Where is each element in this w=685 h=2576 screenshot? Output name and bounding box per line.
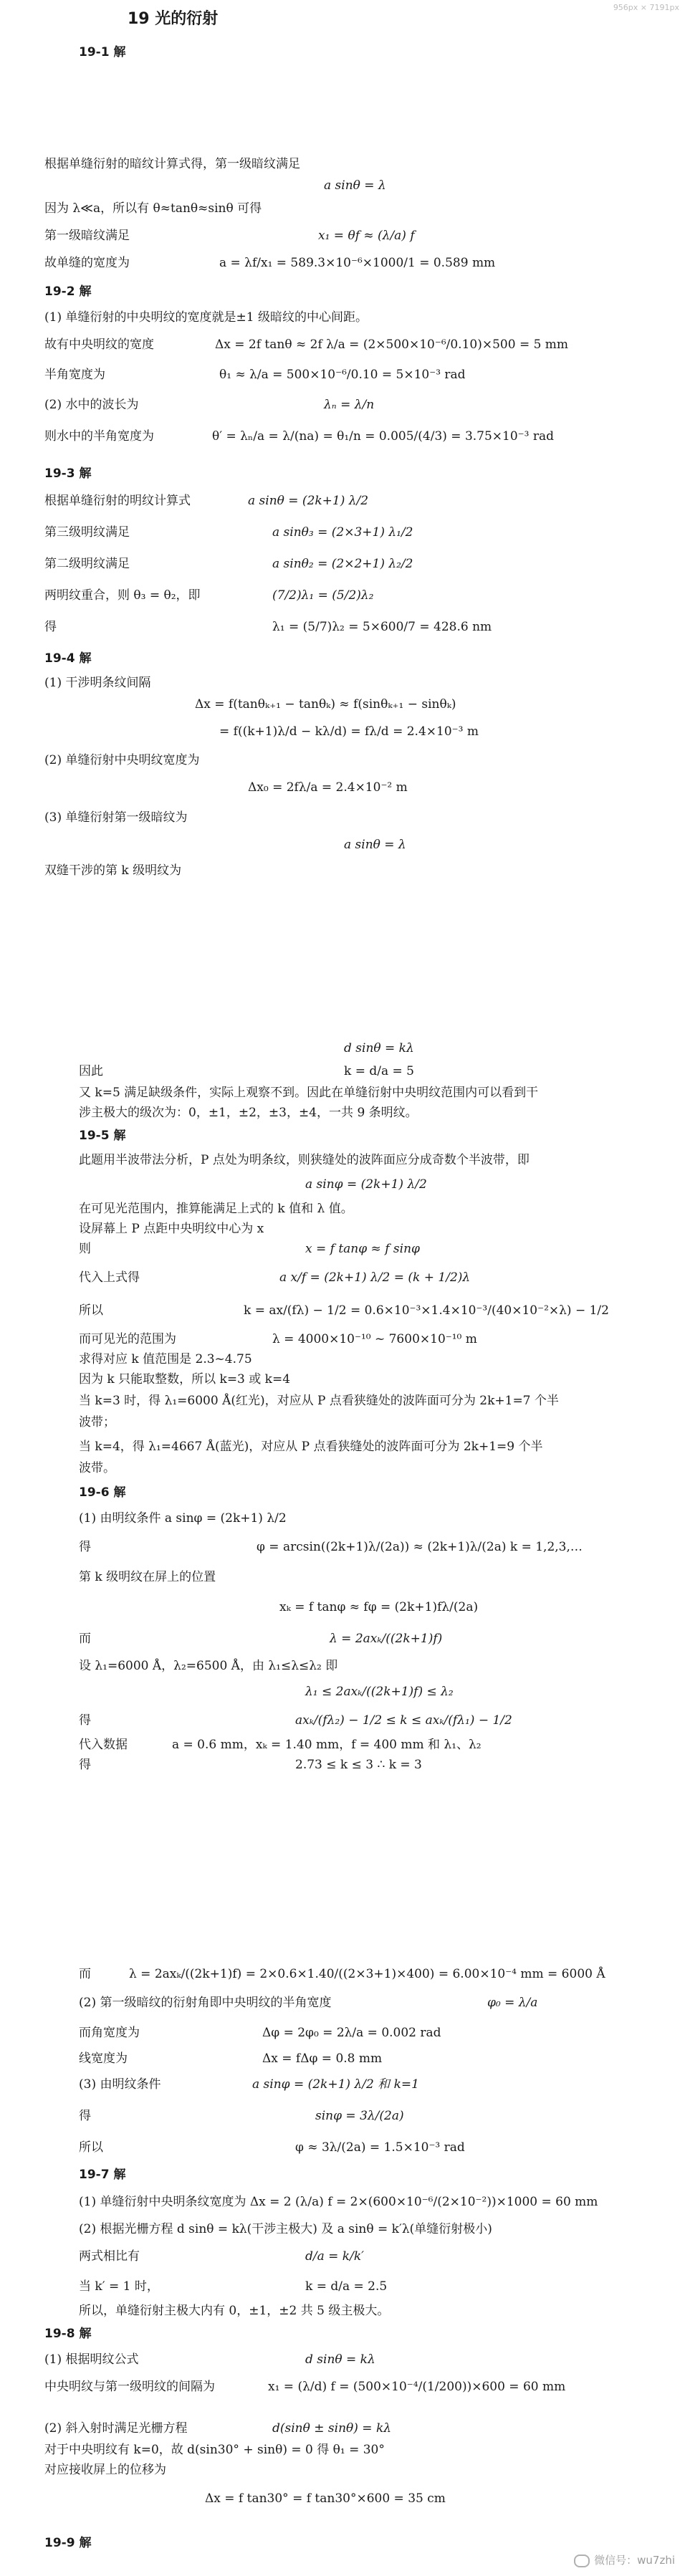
text-line: (2) 单缝衍射中央明纹宽度为 — [44, 753, 200, 767]
text-line: a = λf/x₁ = 589.3×10⁻⁶×1000/1 = 0.589 mm — [219, 256, 496, 270]
text-line: (3) 单缝衍射第一级暗纹为 — [44, 810, 188, 825]
section-heading: 19-2 解 — [44, 284, 92, 299]
text-line: 中央明纹与第一级明纹的间隔为 — [44, 2380, 215, 2394]
text-line: 波带； — [79, 1415, 115, 1430]
text-line: a sinθ = λ — [324, 178, 386, 193]
text-line: 则水中的半角宽度为 — [44, 429, 154, 444]
text-line: x = f tanφ ≈ f sinφ — [305, 1242, 420, 1256]
text-line: 涉主极大的级次为：0，±1，±2，±3，±4，一共 9 条明纹。 — [79, 1106, 418, 1120]
section-heading: 19-4 解 — [44, 651, 92, 666]
section-heading: 19-9 解 — [44, 2536, 92, 2550]
text-line: x₁ = (λ/d) f = (500×10⁻⁴/(1/200))×600 = 60 mm — [268, 2380, 566, 2394]
text-line: 故有中央明纹的宽度 — [44, 337, 154, 352]
text-line: = f((k+1)λ/d − kλ/d) = fλ/d = 2.4×10⁻³ m — [219, 724, 479, 739]
text-line: 半角宽度为 — [44, 368, 105, 382]
text-line: 得 — [79, 1758, 91, 1772]
text-line: φ₀ = λ/a — [487, 1996, 538, 2010]
text-line: xₖ = f tanφ ≈ fφ = (2k+1)fλ/(2a) — [279, 1600, 479, 1614]
text-line: a sinθ = (2k+1) λ/2 — [248, 494, 369, 508]
text-line: 所以 — [79, 2140, 103, 2155]
text-line: d sinθ = kλ — [305, 2352, 375, 2367]
text-line: 又 k=5 满足缺级条件，实际上观察不到。因此在单缝衍射中央明纹范围内可以看到干 — [79, 1086, 539, 1100]
text-line: a sinφ = (2k+1) λ/2 — [305, 1177, 427, 1192]
section-heading: 19-6 解 — [79, 1485, 126, 1500]
text-line: 代入数据 — [79, 1738, 128, 1752]
text-line: a = 0.6 mm，xₖ = 1.40 mm，f = 400 mm 和 λ₁、λ₂ — [172, 1738, 482, 1752]
text-line: 得 — [79, 1540, 91, 1554]
text-line: axₖ/(fλ₂) − 1/2 ≤ k ≤ axₖ/(fλ₁) − 1/2 — [295, 1713, 512, 1728]
text-line: 而可见光的范围为 — [79, 1332, 176, 1346]
text-line: a sinθ = λ — [344, 838, 406, 852]
text-line: 两式相比有 — [79, 2249, 140, 2264]
text-line: 第二级明纹满足 — [44, 557, 130, 571]
text-line: 因为 k 只能取整数，所以 k=3 或 k=4 — [79, 1372, 291, 1387]
text-line: Δx₀ = 2fλ/a = 2.4×10⁻² m — [248, 780, 408, 795]
text-line: 因此 — [79, 1064, 103, 1078]
text-line: 则 — [79, 1242, 91, 1256]
text-line: Δφ = 2φ₀ = 2λ/a = 0.002 rad — [262, 2026, 441, 2040]
text-line: d(sinθ ± sinθ) = kλ — [272, 2421, 392, 2436]
text-line: 所以，单缝衍射主极大内有 0，±1，±2 共 5 级主极大。 — [79, 2304, 390, 2318]
text-line: Δx = fΔφ = 0.8 mm — [262, 2051, 383, 2066]
text-line: λ = 2axₖ/((2k+1)f) = 2×0.6×1.40/((2×3+1)×400) = 6.00×10⁻⁴ mm = 6000 Å — [129, 1967, 605, 1981]
text-line: 在可见光范围内，推算能满足上式的 k 值和 λ 值。 — [79, 1202, 353, 1216]
text-line: (1) 由明纹条件 a sinφ = (2k+1) λ/2 — [79, 1511, 287, 1526]
text-line: 第三级明纹满足 — [44, 525, 130, 540]
text-line: 当 k=4，得 λ₁=4667 Å(蓝光)，对应从 P 点看狭缝处的波阵面可分为 2k+1=9 个半 — [79, 1440, 543, 1454]
text-line: 而 — [79, 1632, 91, 1646]
text-line: φ = arcsin((2k+1)λ/(2a)) ≈ (2k+1)λ/(2a) k = 1,2,3,… — [257, 1540, 583, 1554]
text-line: a sinθ₃ = (2×3+1) λ₁/2 — [272, 525, 413, 540]
text-line: 2.73 ≤ k ≤ 3 ∴ k = 3 — [295, 1758, 422, 1772]
text-line: φ ≈ 3λ/(2a) = 1.5×10⁻³ rad — [295, 2140, 465, 2155]
text-line: θ′ = λₙ/a = λ/(na) = θ₁/n = 0.005/(4/3) = 3.75×10⁻³ rad — [212, 429, 555, 444]
watermark — [574, 2552, 675, 2567]
text-line: k = d/a = 2.5 — [305, 2279, 388, 2294]
text-line: 代入上式得 — [79, 1270, 140, 1285]
text-line: 当 k′ = 1 时， — [79, 2279, 159, 2294]
chapter-title: 19 光的衍射 — [128, 10, 219, 28]
text-line: Δx = f tan30° = f tan30°×600 = 35 cm — [205, 2491, 446, 2506]
text-line: (2) 第一级暗纹的衍射角即中央明纹的半角宽度 — [79, 1996, 332, 2010]
text-line: Δx = 2f tanθ ≈ 2f λ/a = (2×500×10⁻⁶/0.10)×500 = 5 mm — [215, 337, 569, 352]
text-line: (2) 水中的波长为 — [44, 398, 139, 412]
text-line: (1) 干涉明条纹间隔 — [44, 676, 151, 690]
text-line: λ₁ ≤ 2axₖ/((2k+1)f) ≤ λ₂ — [305, 1685, 454, 1699]
text-line: 根据单缝衍射的明纹计算式 — [44, 494, 191, 508]
text-line: λₙ = λ/n — [324, 398, 375, 412]
text-line: 根据单缝衍射的暗纹计算式得，第一级暗纹满足 — [44, 157, 300, 171]
text-line: (1) 单缝衍射中央明条纹宽度为 Δx = 2 (λ/a) f = 2×(600×10⁻⁶/(2×10⁻²))×1000 = 60 mm — [79, 2195, 598, 2209]
image-dimension-note: 956px × 7191px — [613, 3, 679, 12]
section-heading: 19-7 解 — [79, 2168, 126, 2182]
text-line: 两明纹重合，则 θ₃ = θ₂，即 — [44, 588, 201, 603]
text-line: λ₁ = (5/7)λ₂ = 5×600/7 = 428.6 nm — [272, 620, 492, 634]
text-line: (3) 由明纹条件 — [79, 2077, 161, 2092]
text-line: (7/2)λ₁ = (5/2)λ₂ — [272, 588, 374, 603]
text-line: λ = 2axₖ/((2k+1)f) — [330, 1632, 443, 1646]
section-heading: 19-1 解 — [79, 45, 126, 59]
text-line: 因为 λ≪a，所以有 θ≈tanθ≈sinθ 可得 — [44, 201, 262, 216]
text-line: (1) 根据明纹公式 — [44, 2352, 139, 2367]
text-line: 对应接收屏上的位移为 — [44, 2463, 166, 2477]
text-line: 第一级暗纹满足 — [44, 229, 130, 243]
text-line: 求得对应 k 值范围是 2.3~4.75 — [79, 1352, 252, 1366]
text-line: (1) 单缝衍射的中央明纹的宽度就是±1 级暗纹的中心间距。 — [44, 310, 368, 325]
text-line: 设屏幕上 P 点距中央明纹中心为 x — [79, 1222, 264, 1236]
text-line: x₁ = θf ≈ (λ/a) f — [318, 229, 415, 243]
section-heading: 19-8 解 — [44, 2327, 92, 2341]
text-line: 设 λ₁=6000 Å，λ₂=6500 Å，由 λ₁≤λ≤λ₂ 即 — [79, 1659, 338, 1673]
watermark-text: 微信号：wu7zhi — [594, 2554, 675, 2567]
text-line: k = ax/(fλ) − 1/2 = 0.6×10⁻³×1.4×10⁻³/(40×10⁻²×λ) − 1/2 — [244, 1303, 609, 1318]
text-line: Δx = f(tanθₖ₊₁ − tanθₖ) ≈ f(sinθₖ₊₁ − sinθₖ) — [195, 697, 456, 712]
text-line: a x/f = (2k+1) λ/2 = (k + 1/2)λ — [279, 1270, 471, 1285]
text-line: d/a = k/k′ — [305, 2249, 364, 2264]
text-line: 故单缝的宽度为 — [44, 256, 130, 270]
text-line: a sinθ₂ = (2×2+1) λ₂/2 — [272, 557, 413, 571]
text-line: λ = 4000×10⁻¹⁰ ~ 7600×10⁻¹⁰ m — [272, 1332, 477, 1346]
text-line: d sinθ = kλ — [344, 1041, 414, 1055]
text-line: 双缝干涉的第 k 级明纹为 — [44, 863, 182, 878]
text-line: 得 — [79, 2109, 91, 2123]
text-line: 线宽度为 — [79, 2051, 128, 2066]
text-line: k = d/a = 5 — [344, 1064, 414, 1078]
text-line: 得 — [79, 1713, 91, 1728]
section-heading: 19-5 解 — [79, 1129, 126, 1143]
text-line: 第 k 级明纹在屏上的位置 — [79, 1570, 216, 1584]
text-line: 而 — [79, 1967, 91, 1981]
text-line: 得 — [44, 620, 57, 634]
text-line: sinφ = 3λ/(2a) — [315, 2109, 404, 2123]
text-line: a sinφ = (2k+1) λ/2 和 k=1 — [252, 2077, 419, 2092]
text-line: 波带。 — [79, 1461, 115, 1475]
text-line: (2) 斜入射时满足光栅方程 — [44, 2421, 188, 2436]
text-line: 当 k=3 时，得 λ₁=6000 Å(红光)，对应从 P 点看狭缝处的波阵面可分为 2k+1=7 个半 — [79, 1394, 559, 1408]
text-line: (2) 根据光栅方程 d sinθ = kλ(干涉主极大) 及 a sinθ = k′λ(单缝衍射极小) — [79, 2222, 492, 2236]
text-line: 此题用半波带法分析，P 点处为明条纹，则狭缝处的波阵面应分成奇数个半波带，即 — [79, 1153, 530, 1167]
text-line: 而角宽度为 — [79, 2026, 140, 2040]
section-heading: 19-3 解 — [44, 466, 92, 481]
wechat-icon — [574, 2555, 590, 2567]
text-line: 对于中央明纹有 k=0，故 d(sin30° + sinθ) = 0 得 θ₁ = 30° — [44, 2443, 385, 2457]
text-line: 所以 — [79, 1303, 103, 1318]
text-line: θ₁ ≈ λ/a = 500×10⁻⁶/0.10 = 5×10⁻³ rad — [219, 368, 466, 382]
